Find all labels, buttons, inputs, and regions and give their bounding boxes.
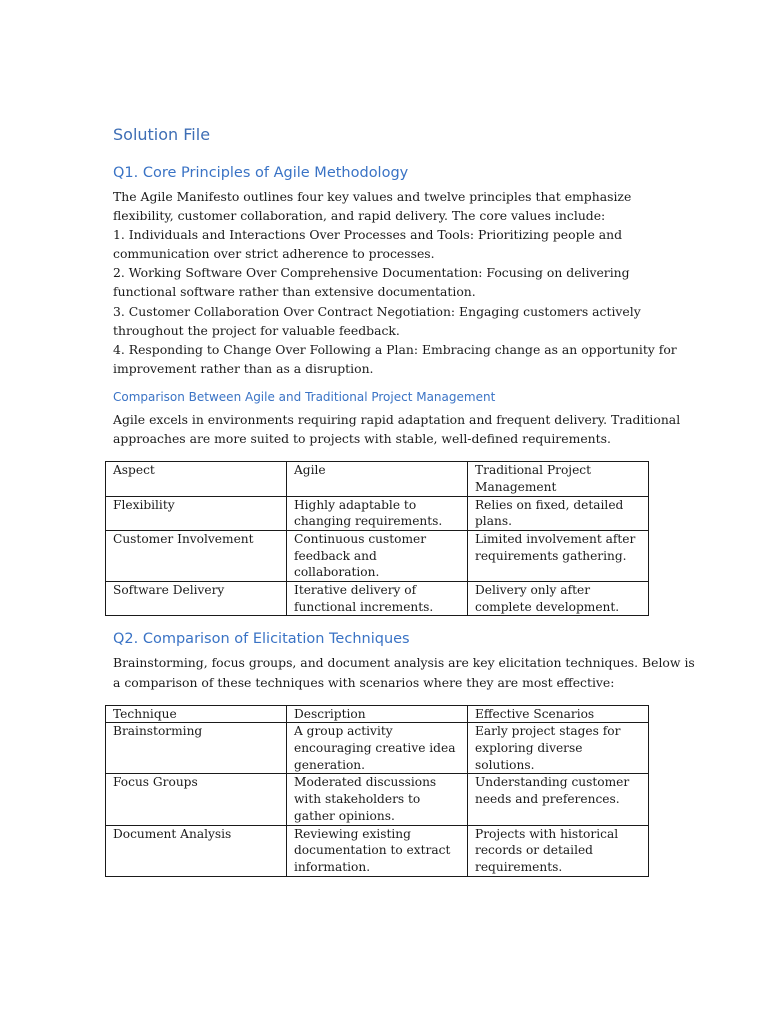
table-cell: Continuous customer feedback and collaboration. [287,530,468,581]
table-row [106,825,649,876]
q1-heading: Q1. Core Principles of Agile Methodology [113,165,409,181]
table-header-cell: Aspect [106,462,287,496]
text-line: improvement rather than as a disruption. [113,360,374,376]
table-cell: Focus Groups [106,774,287,825]
table-header-cell: Effective Scenarios [468,705,649,723]
table-cell: Early project stages for exploring diverse solutions. [468,723,649,774]
table-row [106,530,649,581]
q1-subheading: Comparison Between Agile and Traditional Project Management [113,389,496,404]
table-header-row [106,462,649,496]
table-cell: Brainstorming [106,723,287,774]
table-cell: Customer Involvement [106,530,287,581]
table-header-cell: Technique [106,705,287,723]
table-cell: Limited involvement after requirements gathering. [468,530,649,581]
q2-heading: Q2. Comparison of Elicitation Techniques [113,631,410,648]
table-header-row [106,705,649,723]
text-line: approaches are more suited to projects with stable, well-defined requirements. [113,431,611,447]
text-line: 3. Customer Collaboration Over Contract Negotiation: Engaging customers actively [113,303,641,319]
text-line: 2. Working Software Over Comprehensive Documentation: Focusing on delivering [113,265,630,281]
document-title: Solution File [113,125,211,144]
elicitation-techniques-table [105,705,649,877]
table-row [106,582,649,616]
agile-vs-traditional-table [105,461,649,616]
table-cell: Moderated discussions with stakeholders to gather opinions. [287,774,468,825]
q2-intro [113,653,695,691]
table-cell: Software Delivery [106,582,287,616]
table-cell: A group activity encouraging creative idea generation. [287,723,468,774]
document-page [113,124,695,877]
table-cell: Delivery only after complete development. [468,582,649,616]
text-line: Brainstorming, focus groups, and document analysis are key elicitation techniques. Below is [113,655,695,671]
text-line: The Agile Manifesto outlines four key values and twelve principles that emphasize [113,189,632,204]
text-line: functional software rather than extensive documentation. [113,284,476,300]
text-line: a comparison of these techniques with scenarios where they are most effective: [113,674,615,690]
table-cell: Relies on fixed, detailed plans. [468,496,649,530]
table-cell: Reviewing existing documentation to extract information. [287,825,468,876]
table-cell: Document Analysis [106,825,287,876]
q1-intro [113,187,677,378]
text-line: flexibility, customer collaboration, and rapid delivery. The core values include: [113,208,606,224]
text-line: throughout the project for valuable feedback. [113,322,400,338]
table-row [106,723,649,774]
table-header-cell: Traditional Project Management [468,462,649,496]
table-row [106,774,649,825]
table-row [106,496,649,530]
q1-sub-paragraph [113,410,681,448]
text-line: Agile excels in environments requiring rapid adaptation and frequent delivery. Traditional [113,411,681,427]
table-header-cell: Agile [287,462,468,496]
table-cell: Flexibility [106,496,287,530]
table-cell: Projects with historical records or detailed requirements. [468,825,649,876]
table-cell: Understanding customer needs and preferences. [468,774,649,825]
text-line: communication over strict adherence to processes. [113,246,435,262]
text-line: 4. Responding to Change Over Following a Plan: Embracing change as an opportunity for [113,341,677,357]
text-line: 1. Individuals and Interactions Over Processes and Tools: Prioritizing people and [113,227,623,243]
table-cell: Highly adaptable to changing requirements. [287,496,468,530]
table-cell: Iterative delivery of functional increments. [287,582,468,616]
table-header-cell: Description [287,705,468,723]
